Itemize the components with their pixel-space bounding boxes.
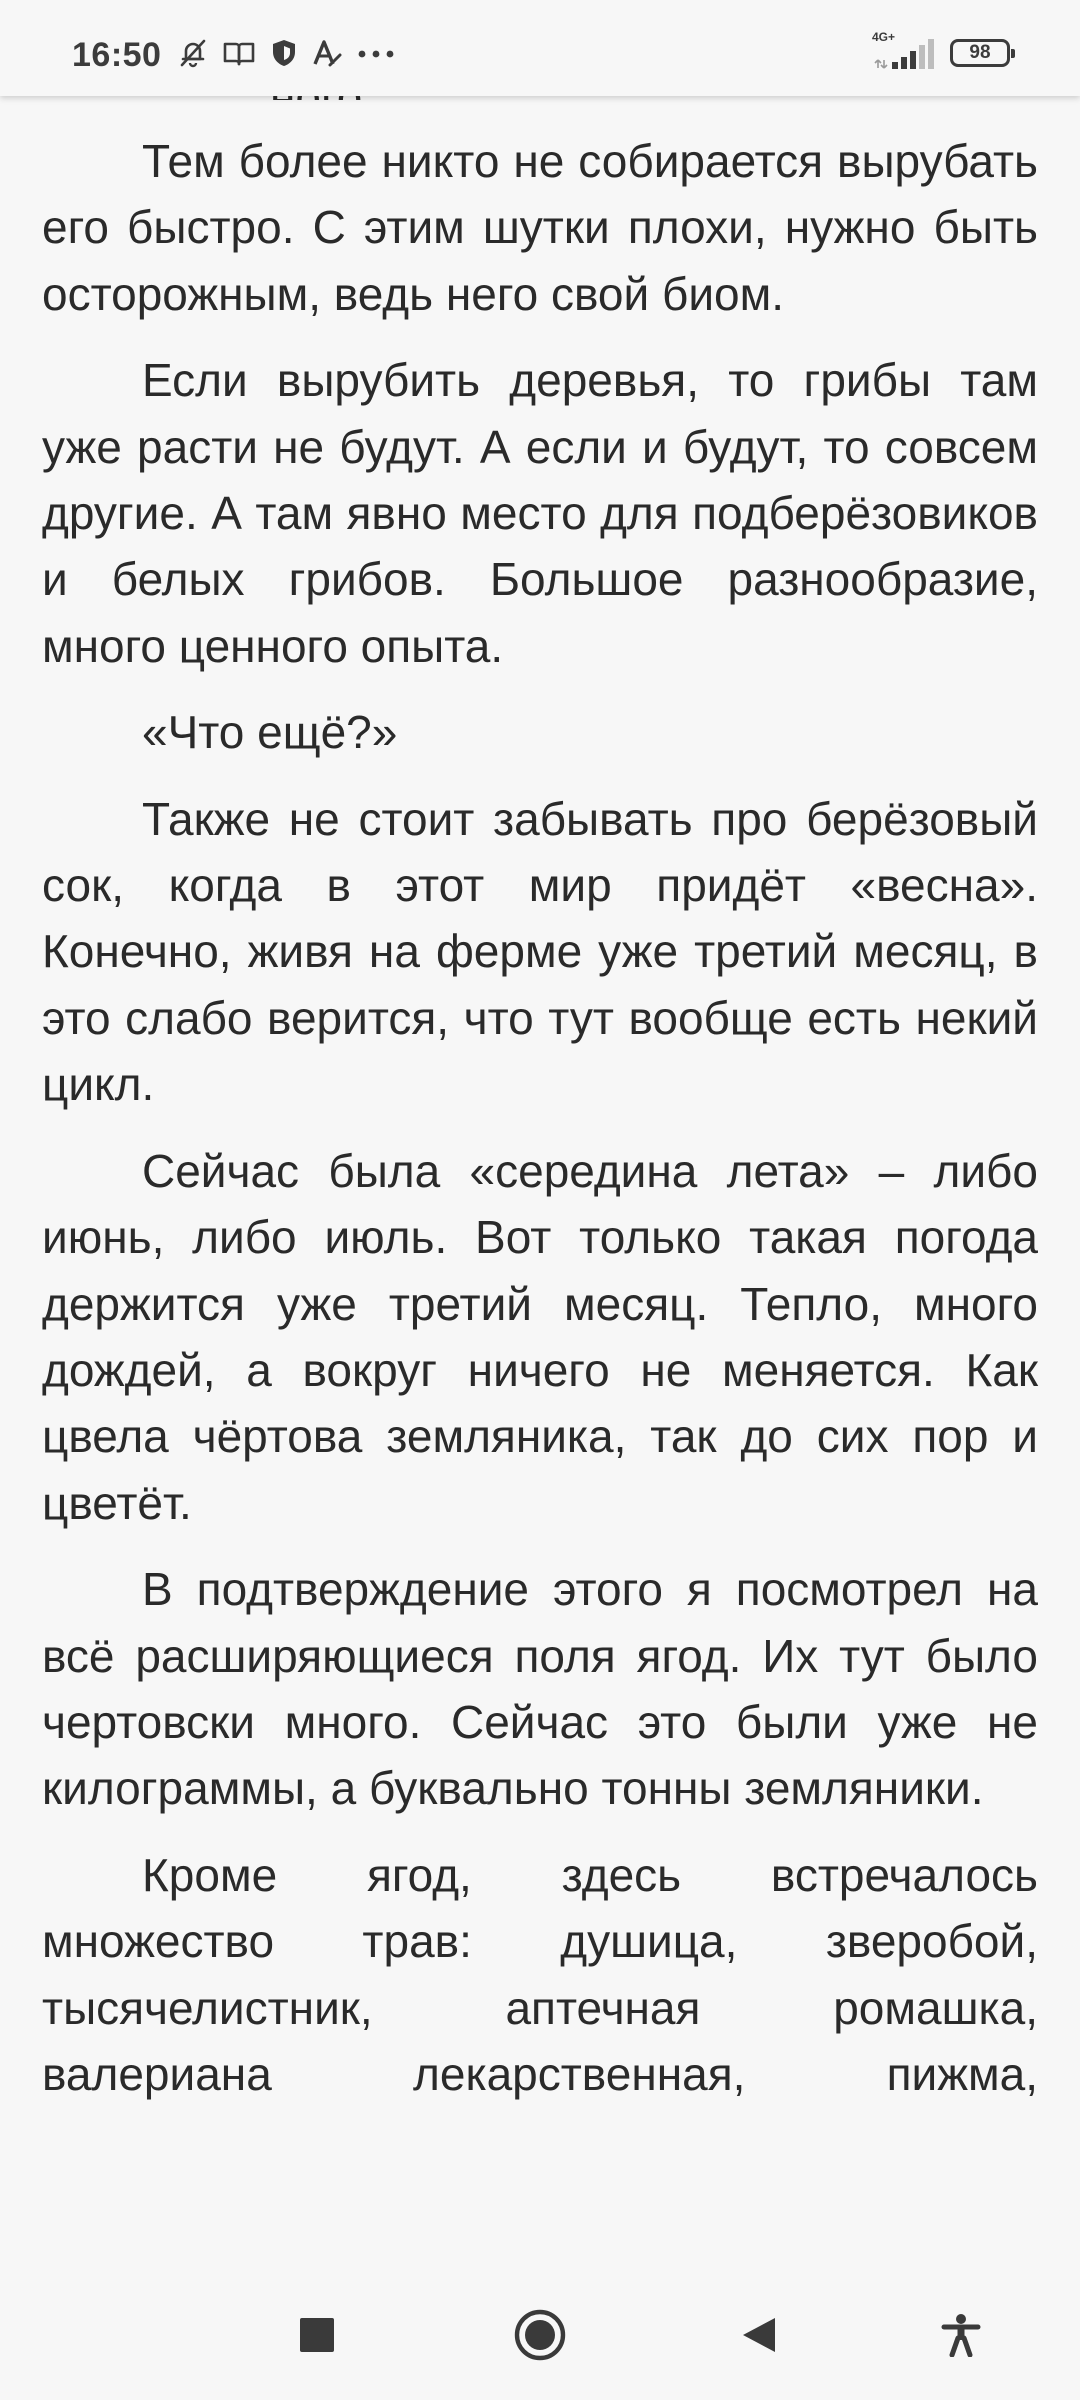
shield-icon	[270, 38, 298, 68]
recents-square-icon	[299, 2317, 335, 2358]
notification-icons	[178, 38, 396, 68]
back-button[interactable]	[724, 2302, 794, 2372]
home-circle-icon	[514, 2309, 566, 2366]
status-bar	[0, 0, 1080, 96]
home-button[interactable]	[505, 2302, 575, 2372]
paragraph-7: Кроме ягод, здесь встречалось множество трав: душица, зверобой, тысячелистник, аптечная ромашка, валериана лекарственная, пижма,	[42, 1848, 1038, 2100]
paragraph-2: Если вырубить деревья, то грибы там уже расти не будут. А если и будут, то совсем другие. А там явно место для подберёзовиков и белых грибов. Большое разнообразие, много ценного опыта.	[42, 354, 1038, 672]
accessibility-button[interactable]	[926, 2302, 996, 2372]
battery-percentage: 98	[969, 42, 991, 63]
paragraph-6: В подтверждение этого я посмотрел на всё расширяющиеся поля ягод. Их тут было чертовски много. Сейчас это были уже не килограммы, а буквально тонны земляники.	[42, 1563, 1038, 1815]
recents-button[interactable]	[282, 2302, 352, 2372]
accessibility-icon	[941, 2313, 981, 2362]
battery-icon	[950, 39, 1010, 67]
status-time: 16:50	[72, 36, 162, 74]
network-type-label: 4G+	[872, 30, 896, 44]
book-text	[42, 128, 1038, 2127]
paragraph-3: «Что ещё?»	[142, 706, 398, 759]
book-icon	[222, 38, 256, 68]
translate-icon	[312, 38, 342, 68]
battery-tip	[1011, 49, 1015, 58]
page-bottom-edge	[0, 2238, 1080, 2272]
cellular-signal-icon	[872, 30, 936, 70]
mute-bell-icon	[178, 38, 208, 68]
system-indicators	[872, 30, 1010, 70]
back-triangle-icon	[739, 2315, 779, 2360]
navigation-bar	[0, 2272, 1080, 2400]
paragraph-5: Сейчас была «середина лета» – либо июнь, либо июль. Вот только такая погода держится уже третий месяц. Тепло, много дождей, а вокруг ничего не меняется. Как цвела чёртова земляника, так до сих пор и цветёт.	[42, 1144, 1038, 1529]
paragraph-4: Также не стоит забывать про берёзовый сок, когда в этот мир придёт «весна». Конечно, живя на ферме уже третий месяц, в это слабо верится, что тут вообще есть некий цикл.	[42, 792, 1038, 1111]
paragraph-1: Тем более никто не собирается вырубать его быстро. С этим шутки плохи, нужно быть осторожным, ведь него свой биом.	[42, 135, 1038, 320]
more-dots-icon	[356, 38, 396, 68]
